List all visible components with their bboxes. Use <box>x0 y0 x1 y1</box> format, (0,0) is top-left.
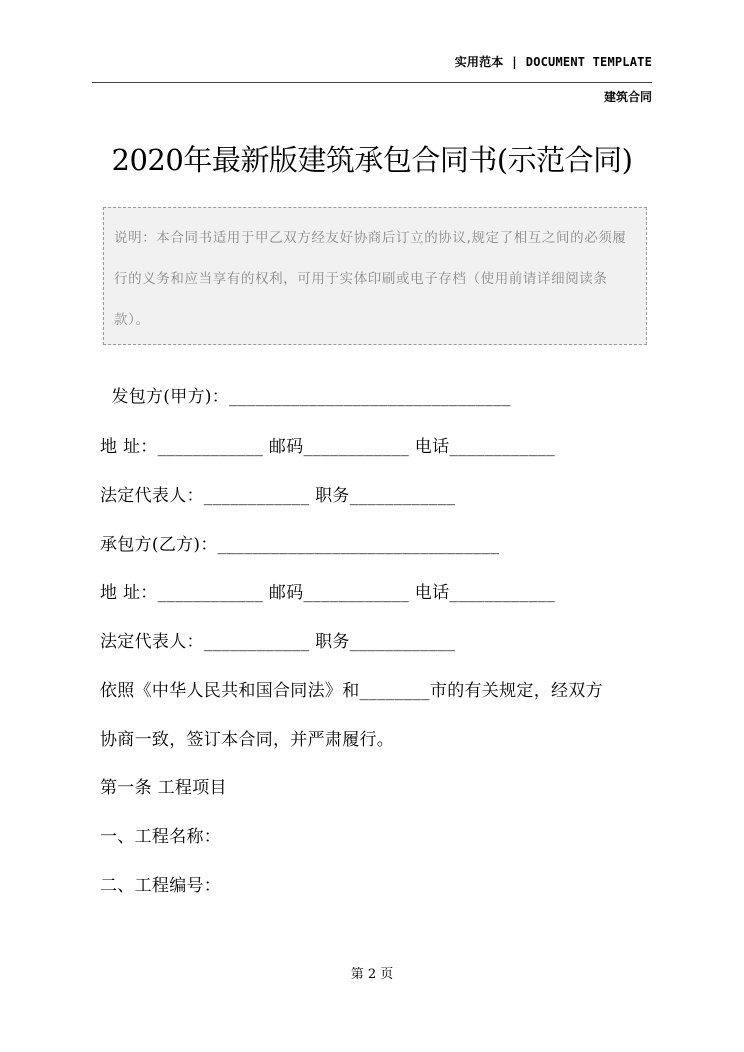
party-a-line: 发包方(甲方)：________________________________ <box>100 387 511 407</box>
header-category: 建筑合同 <box>603 90 652 104</box>
party-a-address-line: 地 址：____________ 邮码____________ 电话____________ <box>100 437 556 457</box>
header-label: 实用范本 | DOCUMENT TEMPLATE <box>454 55 652 69</box>
paragraph-line: 协商一致，签订本合同，并严肃履行。 <box>100 730 395 750</box>
party-b-representative-line: 法定代表人：____________ 职务____________ <box>100 632 456 652</box>
party-a-representative-line: 法定代表人：____________ 职务____________ <box>100 486 456 506</box>
header-divider <box>92 82 652 83</box>
clause-line: 一、工程名称： <box>100 827 222 847</box>
document-title: 2020年最新版建筑承包合同书(示范合同) <box>111 143 633 177</box>
page-number: 第 2 页 <box>350 967 394 982</box>
article-heading: 第一条 工程项目 <box>100 778 227 798</box>
clause-line: 二、工程编号： <box>100 876 222 896</box>
description-note: 说明：本合同书适用于甲乙双方经友好协商后订立的协议,规定了相互之间的必须履行的义务和应当享有的权利，可用于实体印刷或电子存档（使用前请详细阅读条款）。 <box>103 207 647 345</box>
paragraph-line: 依照《中华人民共和国合同法》和________市的有关规定，经双方 <box>100 681 603 701</box>
party-b-line: 承包方(乙方)：________________________________ <box>100 535 500 555</box>
party-b-address-line: 地 址：____________ 邮码____________ 电话____________ <box>100 583 556 603</box>
